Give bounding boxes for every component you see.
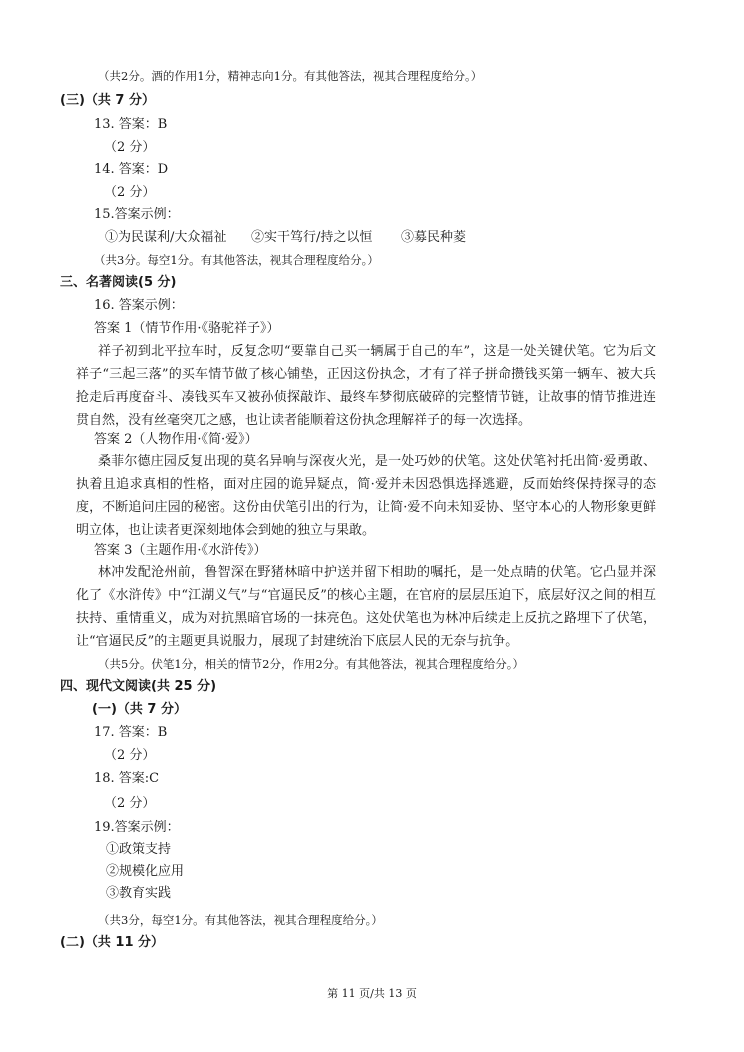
part-4-heading: 四、现代文阅读(共 25 分) — [60, 679, 217, 694]
answer-14: 14. 答案：D — [94, 162, 169, 177]
answer-15-option-3: ③募民种菱 — [401, 230, 467, 245]
score-18: （2 分） — [104, 796, 156, 811]
answer-15-option-2: ②实干笃行/持之以恒 — [251, 230, 373, 245]
answer-16-example-1-title: 答案 1（情节作用·《骆驼祥子》） — [94, 321, 280, 336]
section-2-heading: (二)（共 11 分） — [60, 935, 165, 950]
answer-16-example-3-text: 林冲发配沧州前，鲁智深在野猪林暗中护送并留下相助的嘱托，是一处点睛的伏笔。它凸显并深化了《水浒传》中“江湖义气”与“官逼民反”的核心主题，在官府的层层压迫下，底层好汉之间的相互扶持、重情重义，成为对抗黑暗官场的一抹亮色。这处伏笔也为林冲后续走上反抗之路埋下了伏笔，让“官逼民反”的主题更具说服力，展现了封建统治下底层人民的无奈与抗争。 — [76, 565, 656, 649]
answer-16-example-2-title: 答案 2（人物作用·《简·爱》） — [94, 432, 258, 447]
scoring-note-19: （共3分，每空1分。有其他答法，视其合理程度给分。） — [98, 913, 383, 927]
score-17: （2 分） — [104, 748, 156, 763]
section-3-heading: (三)（共 7 分） — [60, 93, 155, 108]
answer-13: 13. 答案：B — [94, 117, 168, 132]
scoring-note-wine: （共2分。酒的作用1分，精神志向1分。有其他答法，视其合理程度给分。） — [98, 69, 483, 83]
scoring-note-16: （共5分。伏笔1分，相关的情节2分，作用2分。有其他答法，视其合理程度给分。） — [98, 657, 525, 671]
section-1-heading: (一)（共 7 分） — [92, 702, 187, 717]
answer-15-option-1: ①为民谋利/大众福祉 — [105, 230, 227, 245]
part-3-heading: 三、名著阅读(5 分) — [60, 275, 177, 290]
answer-19-item-2: ②规模化应用 — [106, 864, 185, 879]
score-13: （2 分） — [104, 140, 156, 155]
answer-19-item-1: ①政策支持 — [106, 842, 172, 857]
answer-16-example-2-text: 桑菲尔德庄园反复出现的莫名异响与深夜火光，是一处巧妙的伏笔。这处伏笔衬托出简·爱勇敢、执着且追求真相的性格，面对庄园的诡异疑点，简·爱并未因恐惧选择逃避，反而始终保持探寻的态度，不断追问庄园的秘密。这份由伏笔引出的行为，让简·爱不向未知妥协、坚守本心的人物形象更鲜明立体，也让读者更深刻地体会到她的独立与果敢。 — [76, 454, 656, 538]
answer-15-heading: 15.答案示例： — [94, 207, 180, 222]
answer-18: 18. 答案:C — [94, 771, 160, 786]
answer-16-heading: 16. 答案示例： — [94, 298, 184, 313]
answer-19-heading: 19.答案示例： — [94, 820, 180, 835]
answer-17: 17. 答案：B — [94, 725, 168, 740]
page-footer: 第 11 页/共 13 页 — [327, 987, 417, 1000]
scoring-note-15: （共3分。每空1分。有其他答法，视其合理程度给分。） — [94, 253, 379, 267]
score-14: （2 分） — [104, 185, 156, 200]
answer-19-item-3: ③教育实践 — [106, 886, 172, 901]
answer-16-example-3-title: 答案 3（主题作用·《水浒传》） — [94, 543, 267, 558]
answer-16-example-1-text: 祥子初到北平拉车时，反复念叨“要靠自己买一辆属于自己的车”，这是一处关键伏笔。它为后文祥子“三起三落”的买车情节做了核心铺垫，正因这份执念，才有了祥子拼命攒钱买第一辆车、被大兵抢走后再度奋斗、凑钱买车又被孙侦探敲诈、最终车梦彻底破碎的完整情节链，让故事的情节推进连贯自然，没有丝毫突兀之感，也让读者能顺着这份执念理解祥子的每一次选择。 — [76, 344, 656, 428]
